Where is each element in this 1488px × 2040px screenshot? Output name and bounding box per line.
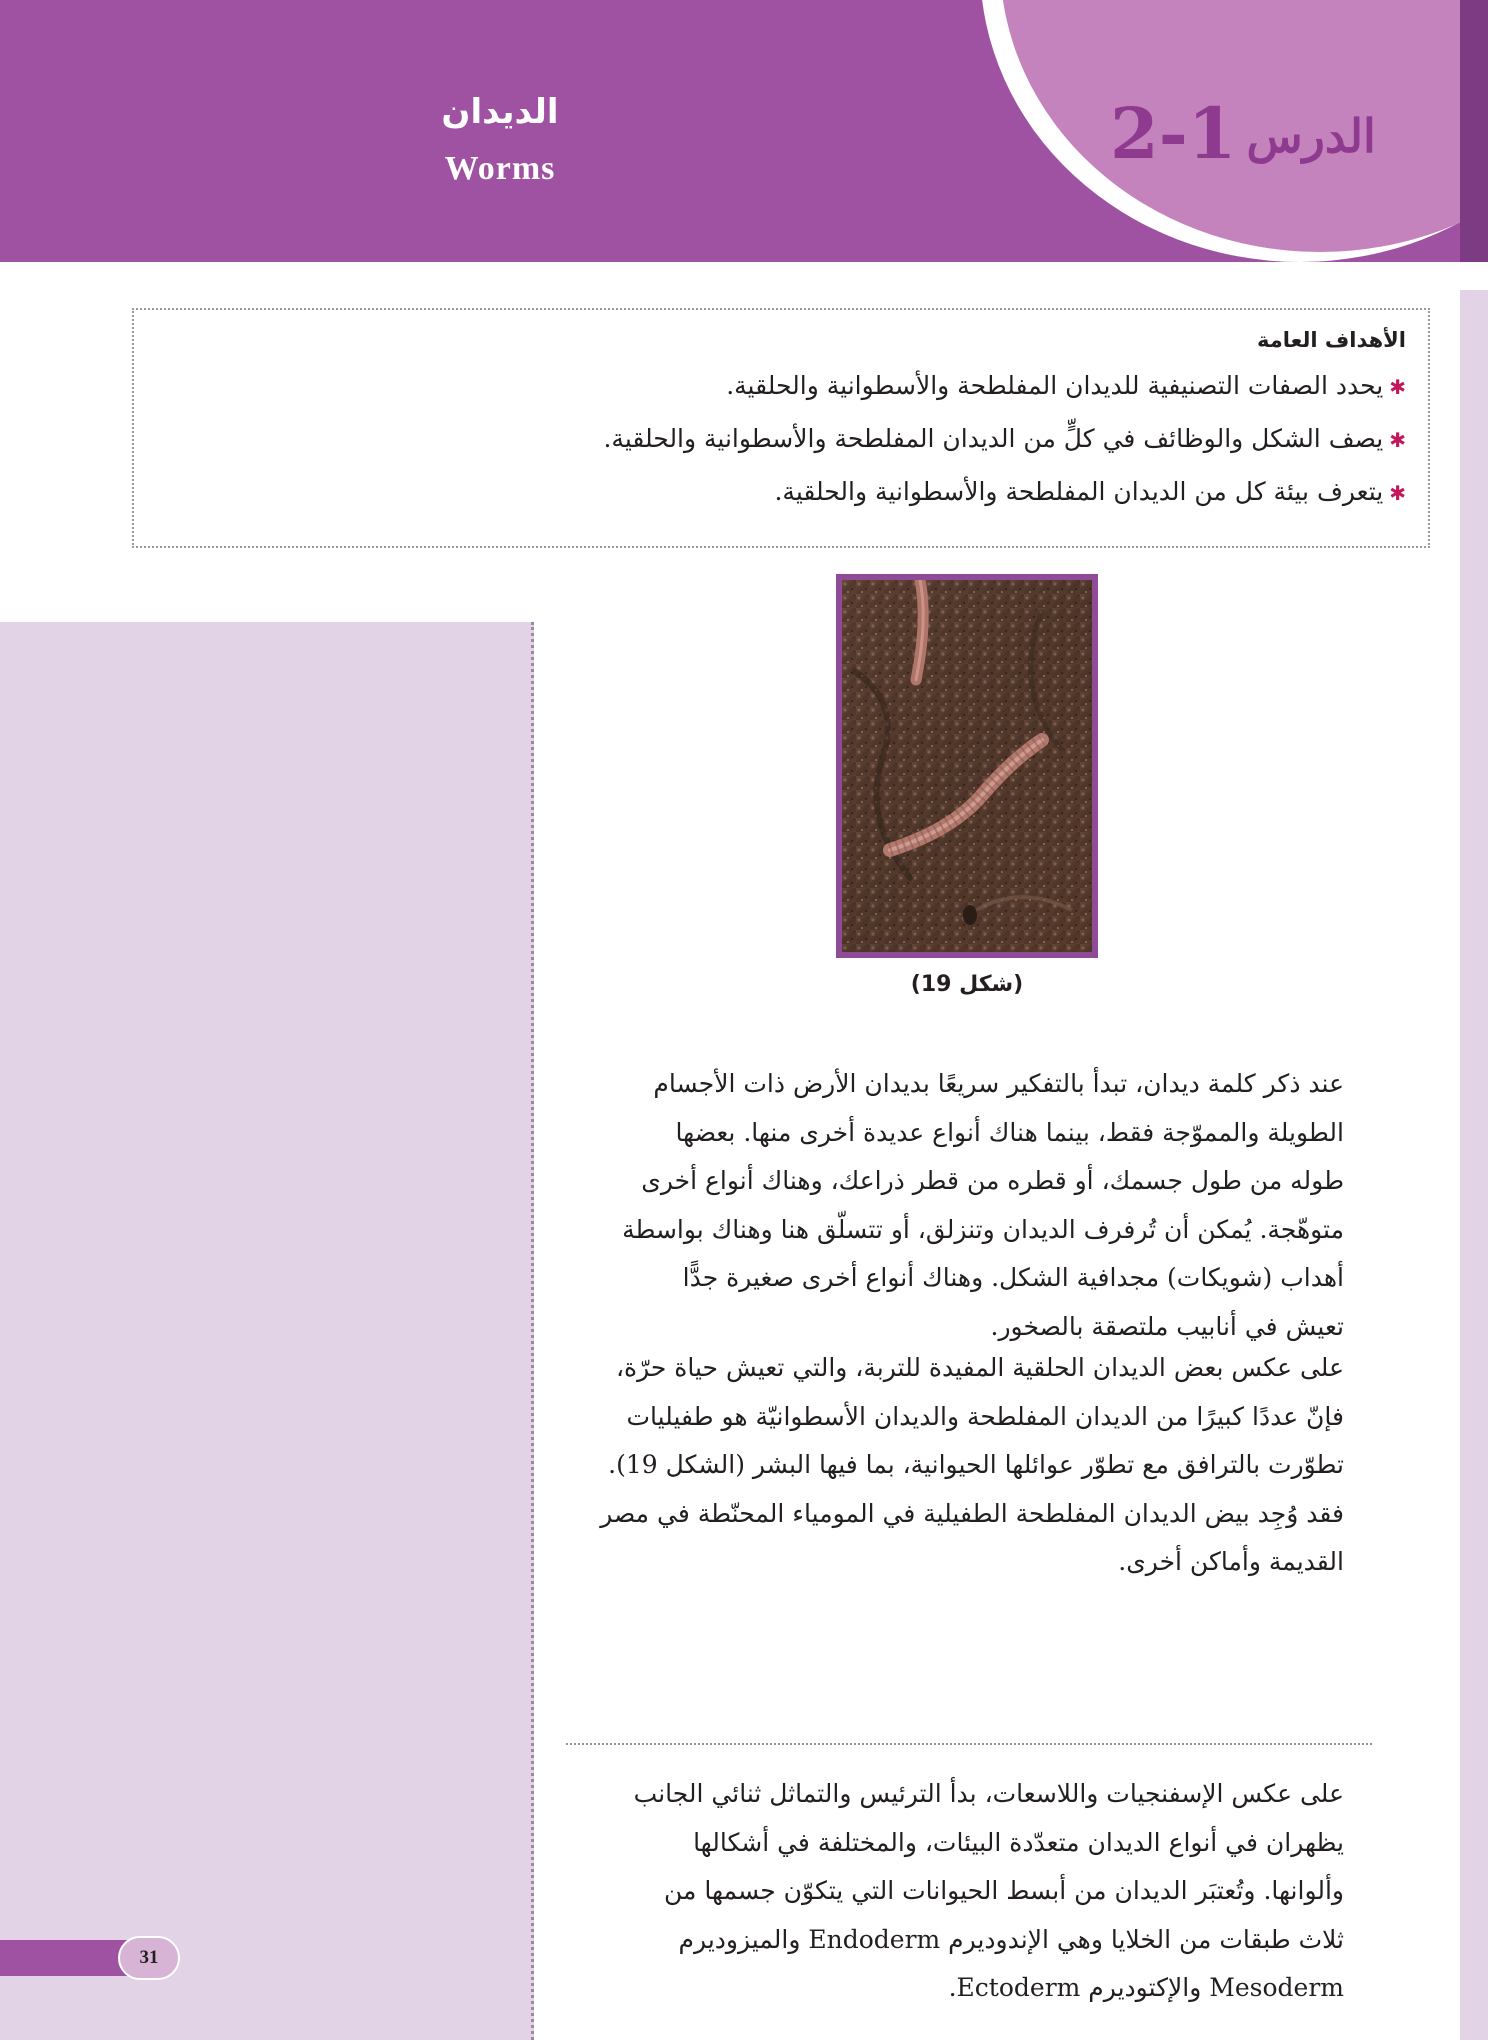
lesson-label bbox=[1110, 92, 1376, 175]
earthworm-image bbox=[842, 580, 1092, 952]
paragraph-line: Mesoderm والإكتوديرم Ectoderm. bbox=[948, 1973, 1344, 2002]
figure-caption: (شكل 19) bbox=[910, 972, 1024, 997]
paragraph-line: القديمة وأماكن أخرى. bbox=[1118, 1547, 1344, 1576]
objective-item: ✱يتعرف بيئة كل من الديدان المفلطحة والأسطوانية والحلقية. bbox=[774, 477, 1406, 506]
figure-19-earthworm-photo bbox=[836, 574, 1098, 958]
bullet-star-icon: ✱ bbox=[1389, 375, 1406, 399]
lesson-title-english: Worms bbox=[444, 150, 556, 187]
page-number: 31 bbox=[118, 1936, 180, 1980]
intro-paragraph bbox=[566, 1060, 1344, 1351]
bullet-star-icon: ✱ bbox=[1389, 428, 1406, 452]
paragraph-line: الطويلة والمموّجة فقط، بينما هناك أنواع عديدة أخرى منها. بعضها bbox=[675, 1117, 1344, 1147]
lesson-number: 2-1 bbox=[1110, 92, 1237, 175]
paragraph-line: وألوانها. وتُعتبَر الديدان من أبسط الحيوانات التي يتكوّن جسمها من bbox=[664, 1876, 1344, 1905]
paragraph-line: على عكس بعض الديدان الحلقية المفيدة للتربة، والتي تعيش حياة حرّة، bbox=[615, 1353, 1344, 1382]
paragraph-line: ثلاث طبقات من الخلايا وهي الإندوديرم Endoderm والميزوديرم bbox=[678, 1924, 1344, 1954]
lesson-title-arabic: الديدان bbox=[441, 92, 559, 132]
paragraph-line: أهداب (شويكات) مجدافية الشكل. وهناك أنواع أخرى صغيرة جدًّا bbox=[682, 1263, 1344, 1292]
header-right-bar bbox=[1460, 0, 1488, 262]
paragraph-line: تطوّرت بالترافق مع تطوّر عوائلها الحيوانية، بما فيها البشر (الشكل 19). bbox=[608, 1450, 1344, 1479]
objectives-title: الأهداف العامة bbox=[1257, 328, 1406, 352]
paragraph-line: فإنّ عددًا كبيرًا من الديدان المفلطحة والديدان الأسطوانيّة هو طفيليات bbox=[626, 1401, 1344, 1431]
objective-item: ✱يحدد الصفات التصنيفية للديدان المفلطحة والأسطوانية والحلقية. bbox=[726, 371, 1406, 400]
paragraph-line: تعيش في أنابيب ملتصقة بالصخور. bbox=[990, 1311, 1344, 1341]
paragraph-line: طوله من طول جسمك، أو قطره من قطر ذراعك، وهناك أنواع أخرى bbox=[641, 1166, 1344, 1195]
paragraph-line: عند ذكر كلمة ديدان، تبدأ بالتفكير سريعًا بديدان الأرض ذات الأجسام bbox=[653, 1069, 1344, 1098]
section-divider bbox=[566, 1743, 1372, 1745]
right-margin-strip bbox=[1460, 290, 1488, 2040]
body-layers-paragraph bbox=[566, 1770, 1344, 2013]
paragraph-line: فقد وُجِد بيض الديدان المفلطحة الطفيلية في المومياء المحنّطة في مصر bbox=[600, 1498, 1344, 1528]
lesson-header bbox=[0, 0, 1488, 262]
left-side-panel bbox=[0, 622, 534, 2040]
bullet-star-icon: ✱ bbox=[1389, 481, 1406, 505]
paragraph-line: يظهران في أنواع الديدان متعدّدة البيئات، والمختلفة في أشكالها bbox=[693, 1827, 1344, 1857]
paragraph-line: متوهّجة. يُمكن أن تُرفرف الديدان وتنزلق، أو تتسلّق هنا وهناك بواسطة bbox=[622, 1214, 1344, 1244]
objectives-box bbox=[132, 308, 1430, 548]
lesson-word: الدرس bbox=[1246, 109, 1376, 163]
paragraph-line: على عكس الإسفنجيات واللاسعات، بدأ الترئيس والتماثل ثنائي الجانب bbox=[633, 1779, 1344, 1808]
parasites-paragraph bbox=[566, 1344, 1344, 1587]
objective-item: ✱يصف الشكل والوظائف في كلٍّ من الديدان المفلطحة والأسطوانية والحلقية. bbox=[603, 424, 1406, 453]
